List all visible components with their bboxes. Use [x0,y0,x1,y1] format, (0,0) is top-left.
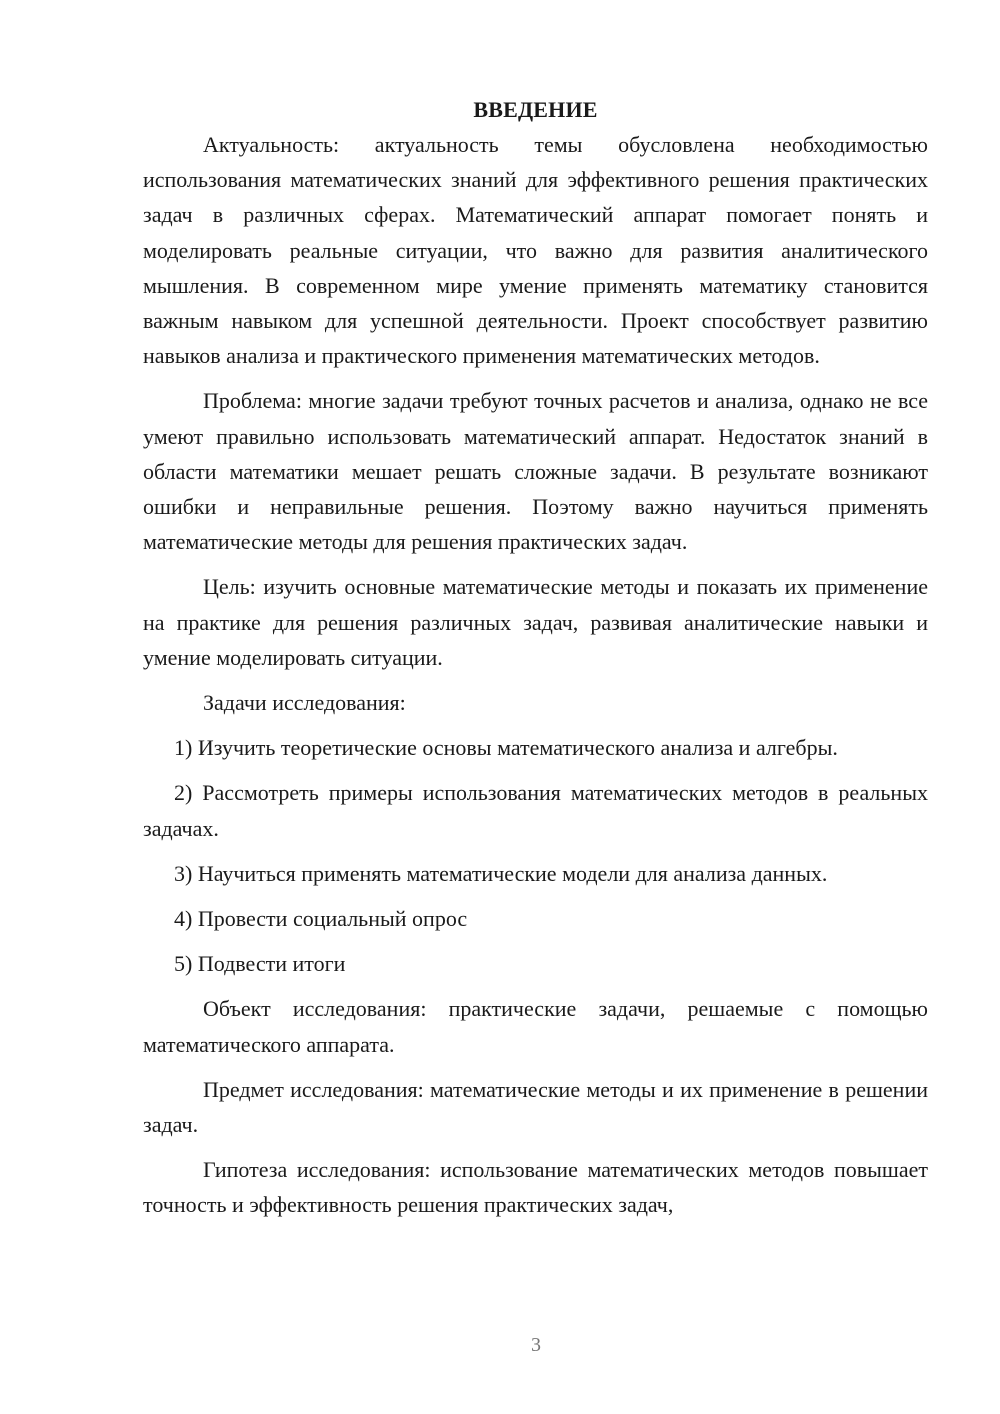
task-item: 5) Подвести итоги [174,951,346,977]
task-item: 4) Провести социальный опрос [174,906,468,932]
page-number: 3 [531,1334,541,1356]
task-item: 2) Рассмотреть примеры использования математических методов в реальных задачах. [143,780,928,841]
hypothesis-paragraph: Гипотеза исследования: использование математических методов повышает точность и эффективность решения практических задач, [143,1157,928,1218]
section-heading: ВВЕДЕНИЕ [473,97,598,122]
task-item: 1) Изучить теоретические основы математического анализа и алгебры. [174,735,838,761]
document-page [143,92,928,1233]
problem-paragraph: Проблема: многие задачи требуют точных расчетов и анализа, однако не все умеют правильно использовать математический аппарат. Недостаток знаний в области математики мешает решать сложные задачи. В результате возникают ошибки и неправильные решения. Поэтому важно научиться применять математические методы для решения практических задач. [143,388,928,555]
relevance-paragraph: Актуальность: актуальность темы обусловлена необходимостью использования математических знаний для эффективного решения практических задач в различных сферах. Математический аппарат помогает понять и моделировать реальные ситуации, что важно для развития аналитического мышления. В современном мире умение применять математику становится важным навыком для успешной деятельности. Проект способствует развитию навыков анализа и практического применения математических методов. [143,132,928,369]
subject-paragraph: Предмет исследования: математические методы и их применение в решении задач. [143,1076,928,1138]
object-paragraph: Объект исследования: практические задачи, решаемые с помощью математического аппарата. [143,996,928,1057]
task-item: 3) Научиться применять математические модели для анализа данных. [174,860,828,886]
goal-paragraph: Цель: изучить основные математические методы и показать их применение на практике для решения различных задач, развивая аналитические навыки и умение моделировать ситуации. [143,574,928,670]
tasks-list [143,730,928,981]
tasks-header: Задачи исследования: [203,690,406,716]
